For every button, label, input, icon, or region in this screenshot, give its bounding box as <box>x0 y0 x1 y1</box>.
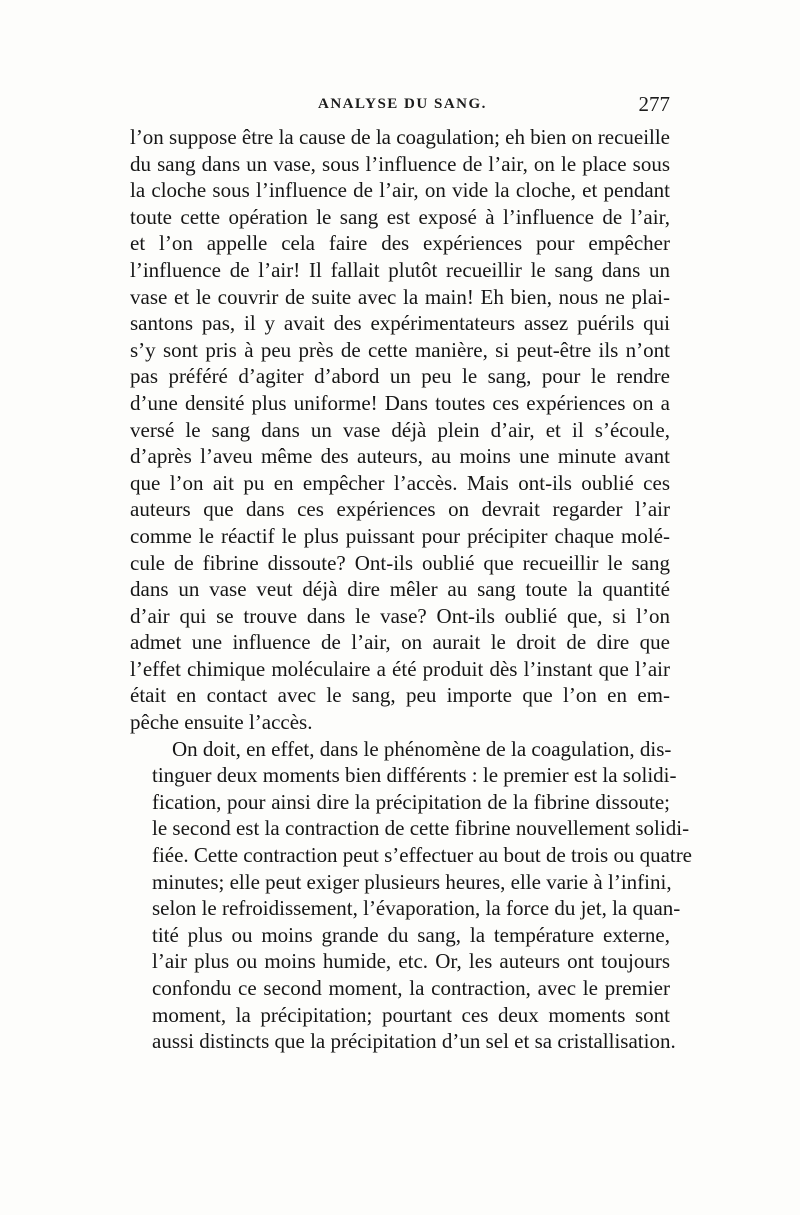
text-line: que l’on ait pu en empêcher l’accès. Mais ont-ils oublié ces <box>130 470 670 495</box>
text-line: l’on suppose être la cause de la coagulation; eh bien on recueille <box>130 125 670 149</box>
text-line: tité plus ou moins grande du sang, la température externe, <box>152 922 670 947</box>
text-line: admet une influence de l’air, on aurait le droit de dire que <box>130 630 670 655</box>
body-text <box>130 124 692 1055</box>
text-line: tinguer deux moments bien différents : le premier est la solidi- <box>152 763 677 788</box>
text-line: l’effet chimique moléculaire a été produit dès l’instant que l’air <box>130 656 670 681</box>
text-line: d’air qui se trouve dans le vase? Ont-ils oublié que, si l’on <box>130 603 670 628</box>
text-line: On doit, en effet, dans le phénomène de la coagulation, dis- <box>172 736 672 761</box>
text-line: pêche ensuite l’accès. <box>130 710 313 735</box>
text-line: comme le réactif le plus puissant pour précipiter chaque molé- <box>130 523 670 548</box>
text-line: selon le refroidissement, l’évaporation, la force du jet, la quan- <box>152 896 681 921</box>
text-line: confondu ce second moment, la contraction, avec le premier <box>152 976 670 1000</box>
text-line: cule de fibrine dissoute? Ont-ils oublié que recueillir le sang <box>130 550 670 575</box>
text-line: l’air plus ou moins humide, etc. Or, les auteurs ont toujours <box>152 949 670 974</box>
text-line: versé le sang dans un vase déjà plein d’air, et il s’écoule, <box>130 417 670 442</box>
text-line: du sang dans un vase, sous l’influence de l’air, on le place sous <box>130 151 670 176</box>
text-line: pas préféré d’agiter d’abord un peu le sang, pour le rendre <box>130 364 670 389</box>
text-line: la cloche sous l’influence de l’air, on vide la cloche, et pendant <box>130 178 670 203</box>
text-line: d’après l’aveu même des auteurs, au moins une minute avant <box>130 444 670 469</box>
paragraph-1 <box>130 124 670 736</box>
text-line: fiée. Cette contraction peut s’effectuer au bout de trois ou quatre <box>152 843 692 868</box>
page-header <box>128 92 676 118</box>
running-title: ANALYSE DU SANG. <box>318 96 487 112</box>
text-line: moment, la précipitation; pourtant ces deux moments sont <box>152 1002 670 1027</box>
text-line: s’y sont pris à peu près de cette manière, si peut-être ils n’ont <box>130 337 670 362</box>
text-line: minutes; elle peut exiger plusieurs heures, elle varie à l’infini, <box>152 869 672 894</box>
text-line: d’une densité plus uniforme! Dans toutes ces expériences on a <box>130 390 670 415</box>
paragraph-2 <box>130 736 692 1055</box>
text-line: dans un vase veut déjà dire mêler au sang toute la quantité <box>130 577 670 602</box>
text-line: auteurs que dans ces expériences on devrait regarder l’air <box>130 497 670 522</box>
text-line: était en contact avec le sang, peu importe que l’on en em- <box>130 683 670 708</box>
text-line: fication, pour ainsi dire la précipitation de la fibrine dissoute; <box>152 789 670 814</box>
text-line: toute cette opération le sang est exposé à l’influence de l’air, <box>130 204 670 229</box>
page-number: 277 <box>638 92 670 116</box>
text-line: l’influence de l’air! Il fallait plutôt recueillir le sang dans un <box>130 257 670 282</box>
text-line: santons pas, il y avait des expérimentateurs assez puérils qui <box>130 311 670 336</box>
text-line: aussi distincts que la précipitation d’un sel et sa cristallisation. <box>152 1029 676 1054</box>
text-line: et l’on appelle cela faire des expériences pour empêcher <box>130 231 670 256</box>
text-line: le second est la contraction de cette fibrine nouvellement solidi- <box>152 816 690 841</box>
text-line: vase et le couvrir de suite avec la main! Eh bien, nous ne plai- <box>130 284 670 309</box>
